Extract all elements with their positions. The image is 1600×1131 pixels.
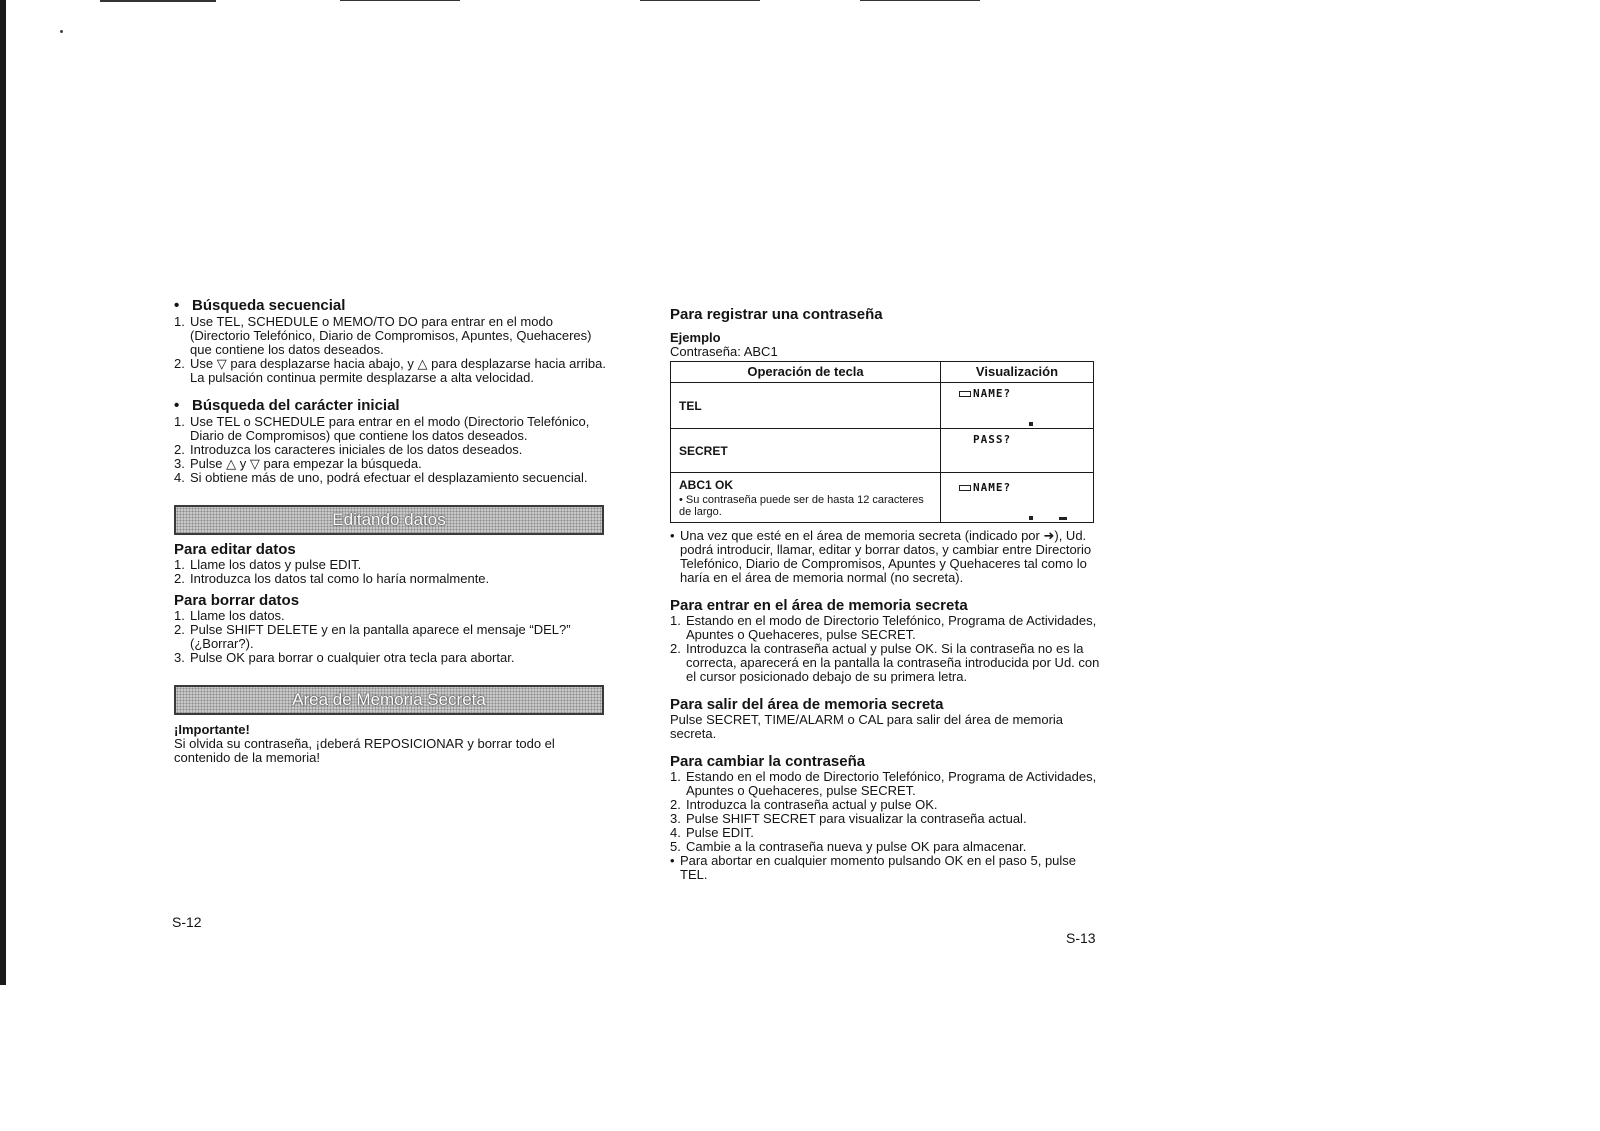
- list-item: 2. Introduzca los datos tal como lo haría normalmente.: [174, 571, 490, 586]
- delete-data-steps: [174, 609, 608, 665]
- lcd-text: NAME?: [973, 387, 1012, 400]
- table-row: [671, 473, 1094, 523]
- scan-edge: [0, 0, 6, 985]
- list-item: 3. Pulse SHIFT SECRET para visualizar la contraseña actual.: [670, 811, 1027, 826]
- secret-indicator-icon: [959, 485, 971, 491]
- edit-data-heading: Para editar datos: [174, 541, 296, 558]
- list-item: 3. Pulse OK para borrar o cualquier otra tecla para abortar.: [174, 650, 515, 665]
- key-op: ABC1 OK: [679, 477, 734, 492]
- exit-secret-text: Pulse SECRET, TIME/ALARM o CAL para salir del área de memoria secreta.: [670, 712, 1064, 741]
- list-item: 4. Si obtiene más de uno, podrá efectuar el desplazamiento secuencial.: [174, 470, 588, 485]
- change-password-steps: [670, 770, 1102, 854]
- key-op-note: • Su contraseña puede ser de hasta 12 caracteres de largo.: [679, 493, 924, 518]
- scan-top-line: [100, 0, 216, 2]
- table-row: [671, 429, 1094, 473]
- sequential-search-steps: [174, 315, 608, 385]
- key-operation-table: [670, 361, 1094, 523]
- exit-secret-heading: Para salir del área de memoria secreta: [670, 696, 944, 713]
- scan-top-line: [860, 0, 980, 1]
- list-item: 4. Pulse EDIT.: [670, 825, 754, 840]
- enter-secret-heading: Para entrar en el área de memoria secreta: [670, 597, 968, 614]
- table-header-display: Visualización: [941, 362, 1094, 383]
- important-text: Si olvida su contraseña, ¡deberá REPOSICIONAR y borrar todo el contenido de la memoria!: [174, 736, 555, 765]
- page-left: [174, 299, 608, 765]
- delete-data-heading: Para borrar datos: [174, 592, 300, 609]
- change-password-heading: Para cambiar la contraseña: [670, 753, 866, 770]
- cursor-mark-icon: [1029, 516, 1033, 520]
- list-item: 2. Introduzca la contraseña actual y pulse OK. Si la contraseña no es la correcta, aparecerá en la pantalla la contraseña introducida por Ud. con el cursor posicionado debajo de su primera letra.: [670, 641, 1100, 684]
- cursor-mark-icon: [1029, 422, 1033, 426]
- list-item: 5. Cambie a la contraseña nueva y pulse OK para almacenar.: [670, 839, 1027, 854]
- lcd-display: [941, 383, 1094, 429]
- list-item: 2. Introduzca la contraseña actual y pulse OK.: [670, 797, 938, 812]
- list-item: 2. Use ▽ para desplazarse hacia abajo, y △ para desplazarse hacia arriba. La pulsación continua permite desplazarse a alta velocidad.: [174, 356, 606, 385]
- enter-secret-steps: [670, 614, 1102, 684]
- table-header-operation: Operación de tecla: [671, 362, 941, 383]
- scan-top-line: [640, 0, 760, 1]
- list-item: 1. Use TEL, SCHEDULE o MEMO/TO DO para entrar en el modo (Directorio Telefónico, Diario de Compromisos, Apuntes, Quehaceres) que contiene los datos deseados.: [174, 314, 592, 357]
- example-label: Ejemplo: [670, 330, 721, 345]
- secret-indicator-icon: [959, 391, 971, 397]
- edit-data-steps: [174, 558, 608, 586]
- page-right: [670, 308, 1102, 882]
- list-item: 1. Use TEL o SCHEDULE para entrar en el modo (Directorio Telefónico, Diario de Compromisos) que contiene los datos deseados.: [174, 414, 590, 443]
- list-item: 2. Introduzca los caracteres iniciales de los datos deseados.: [174, 442, 523, 457]
- scan-top-line: [340, 0, 460, 1]
- secret-memory-banner: Area de Memoria Secreta: [174, 685, 604, 715]
- register-password-heading: Para registrar una contraseña: [670, 306, 883, 323]
- initial-search-heading: • Búsqueda del carácter inicial: [174, 397, 400, 414]
- sequential-search-heading: • Búsqueda secuencial: [174, 297, 346, 314]
- abort-note: • Para abortar en cualquier momento pulsando OK en el paso 5, pulse TEL.: [670, 853, 1077, 882]
- important-heading: ¡Importante!: [174, 722, 250, 737]
- key-op: TEL: [679, 398, 702, 413]
- list-item: 1. Estando en el modo de Directorio Telefónico, Programa de Actividades, Apuntes o Quehaceres, pulse SECRET.: [670, 769, 1097, 798]
- lcd-display: [941, 429, 1094, 473]
- example-value: Contraseña: ABC1: [670, 344, 778, 359]
- secret-arrow-icon: [1059, 517, 1067, 520]
- lcd-text: NAME?: [973, 481, 1012, 494]
- list-item: 1. Llame los datos.: [174, 608, 285, 623]
- secret-area-note: • Una vez que esté en el área de memoria secreta (indicado por ➜), Ud. podrá introducir, llamar, editar y borrar datos, y cambiar entre Directorio Telefónico, Diario de Compromisos, Apuntes y Quehaceres tal como lo haría en el área de memoria normal (no secreta).: [670, 528, 1092, 585]
- scan-speck: [60, 30, 63, 33]
- list-item: 3. Pulse △ y ▽ para empezar la búsqueda.: [174, 456, 422, 471]
- table-row: [671, 383, 1094, 429]
- key-op: SECRET: [679, 443, 728, 458]
- initial-search-steps: [174, 415, 608, 485]
- lcd-text: PASS?: [973, 433, 1012, 446]
- editing-data-banner: Editando datos: [174, 505, 604, 535]
- lcd-display: [941, 473, 1094, 523]
- list-item: 1. Estando en el modo de Directorio Telefónico, Programa de Actividades, Apuntes o Quehaceres, pulse SECRET.: [670, 613, 1097, 642]
- page-number-left: S-12: [172, 914, 202, 930]
- list-item: 1. Llame los datos y pulse EDIT.: [174, 557, 362, 572]
- page-number-right: S-13: [1066, 930, 1096, 946]
- list-item: 2. Pulse SHIFT DELETE y en la pantalla aparece el mensaje “DEL?” (¿Borrar?).: [174, 622, 571, 651]
